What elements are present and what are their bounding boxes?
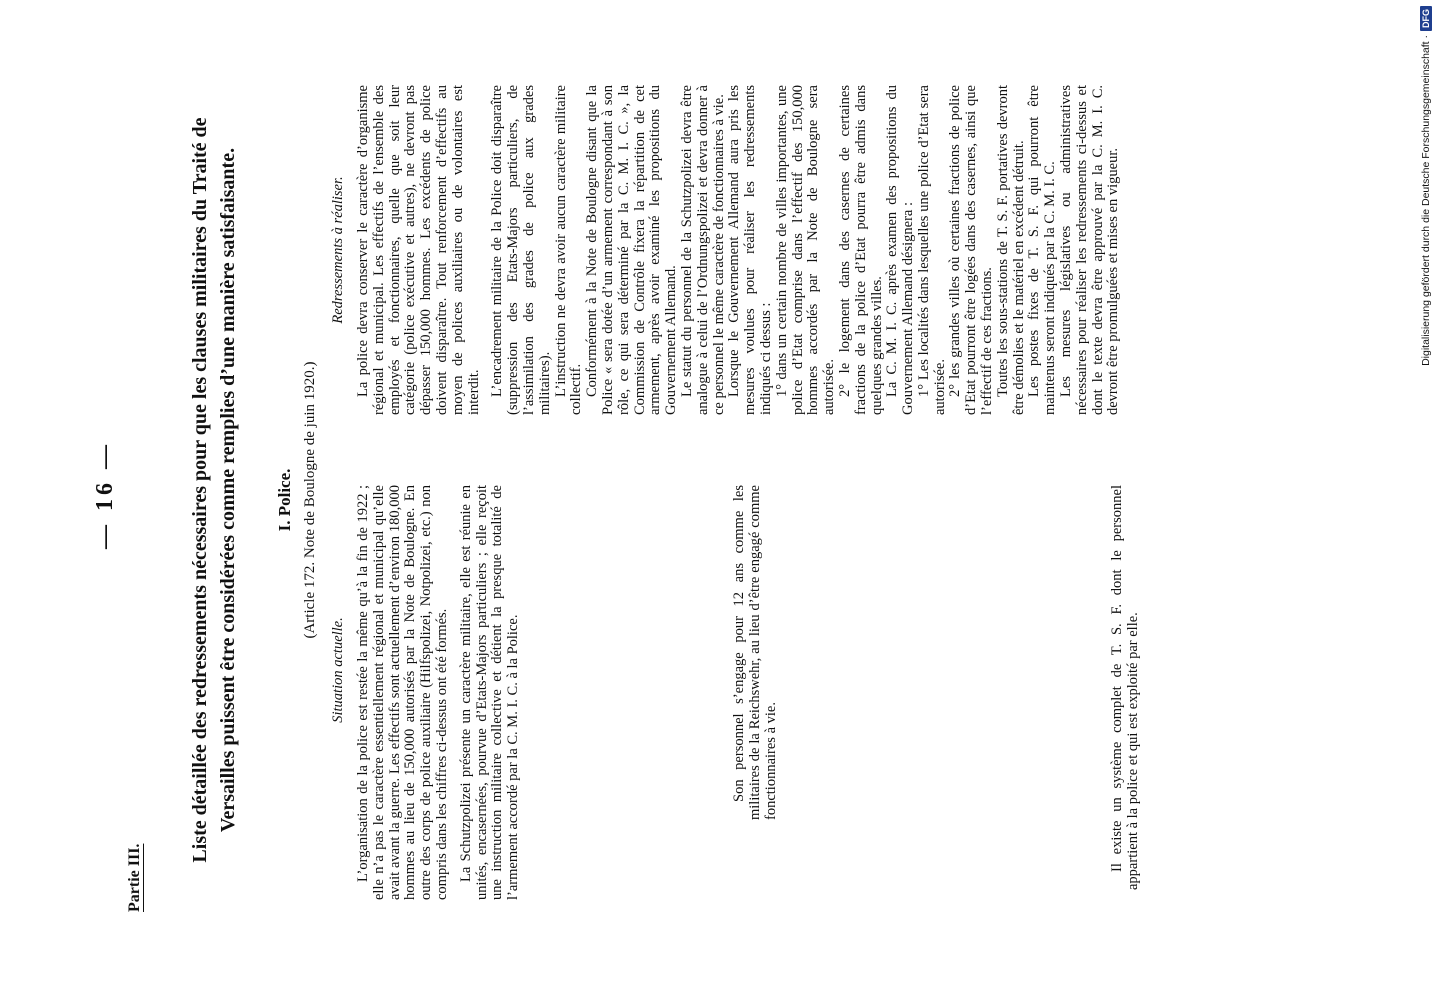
right-paragraph: Les mesures législatives ou administratives nécessaires pour réaliser les redressements ci-dessus et dont le texte devra être approuvé par la C. M. I. C. devront être promulguées et mises en vigueur. <box>1058 85 1122 415</box>
left-paragraph: La Schutzpolizei présente un caractère militaire, elle est réunie en unités, encasernées, pourvue d’Etats-Majors particuliers ; elle reçoit une instruction militaire collective et détient la presque totalité de l’armement accordé par la C. M. I. C. à la Police. <box>457 485 522 900</box>
dfg-credit-text: Digitalisierung gefördert durch die Deutsche Forschungsgemeinschaft · <box>1420 35 1432 366</box>
right-paragraph: Conformément à la Note de Boulogne disant que la Police « sera dotée d’un armement correspondant à son rôle, ce qui sera déterminé par la C. M. I. C. », la Commission de Contrôle fixera la répartition de cet armement, après avoir examiné les propositions du Gouvernement Allemand. <box>584 85 680 415</box>
left-column-situation <box>356 485 522 900</box>
part-heading: Partie III. <box>126 843 143 912</box>
right-paragraph: 2° le logement dans des casernes de certaines fractions de la police d’Etat pourra être admis dans quelques grandes villes. <box>836 85 885 415</box>
dfg-logo: DFG <box>1420 6 1432 31</box>
right-paragraph: Le statut du personnel de la Schutzpolizei devra être analogue à celui de l’Ordnungspolizei et devra donner à ce personnel le même caractère de fonctionnaires à vie. <box>678 85 727 415</box>
right-column-heading: Redressements à réaliser. <box>330 176 346 324</box>
page-number: — 16 — <box>92 441 118 549</box>
left-column-heading: Situation actuelle. <box>330 617 346 723</box>
right-paragraph: L’encadrement militaire de la Police doit disparaître (suppression des Etats-Majors particuliers, de l’assimilation des grades de police aux grades militaires). <box>489 85 553 415</box>
right-paragraph: 2° les grandes villes où certaines fractions de police d’Etat pourront être logées dans des casernes, ainsi que l’effectif de ces fractions. <box>947 85 996 415</box>
right-paragraph: Les postes fixes de T. S. F. qui pourront être maintenus seront indiqués par la C. M. I. C. <box>1026 85 1059 415</box>
section-heading: I. Police. <box>275 468 294 532</box>
right-paragraph: La C. M. I. C. après examen des propositions du Gouvernement Allemand désignera : <box>884 85 917 415</box>
dfg-credit-strip <box>1418 6 1434 406</box>
right-column-redressements <box>356 85 1122 415</box>
right-paragraph: L’instruction ne devra avoir aucun caractère militaire collectif. <box>552 85 585 415</box>
left-paragraph: Il existe un système complet de T. S. F. dont le personnel appartient à la police et qui est exploité par elle. <box>1109 485 1141 890</box>
left-paragraph: L’organisation de la police est restée la même qu’à la fin de 1922 ; elle n’a pas le caractère essentiellement régional et municipal qu’elle avait avant la guerre. Les effectifs sont actuellement d’environ 180,000 hommes au lieu de 150,000 autorisés par la Note de Boulogne. En outre des corps de police auxiliaire (Hilfspolizei, Notpolizei, etc.) non compris dans les chiffres ci-dessus ont été formés. <box>355 485 450 900</box>
right-paragraph: La police devra conserver le caractère d’organisme régional et municipal. Les effectifs de l’ensemble des employés et fonctionnaires, quelle que soit leur catégorie (police exécutive et autres), ne devront pas dépasser 150,000 hommes. Les excédents de police doivent disparaître. Tout renforcement d’effectifs au moyen de polices auxiliaires ou de volontaires est interdit. <box>355 85 482 415</box>
left-column-personnel <box>732 485 779 820</box>
article-reference: (Article 172. Note de Boulogne de juin 1920.) <box>302 361 318 639</box>
document-title: Liste détaillée des redressements nécessaires pour que les clauses militaires du Traité de Versailles puissent être considérées comme remplies d’une manière satisfaisante. <box>189 117 239 863</box>
right-paragraph: 1° Les localités dans lesquelles une police d’Etat sera autorisée. <box>915 85 948 415</box>
right-paragraph: Toutes les sous-stations de T. S. F. portatives devront être démolies et le matériel en excédent détruit. <box>994 85 1027 415</box>
right-paragraph: 1° dans un certain nombre de villes importantes, une police d’Etat comprise dans l’effectif des 150,000 hommes accordés par la Note de Boulogne sera autorisée. <box>773 85 838 415</box>
left-paragraph: Son personnel s’engage pour 12 ans comme les militaires de la Reichswehr, au lieu d’être engagé comme fonctionnaires à vie. <box>731 485 779 820</box>
right-paragraph: Lorsque le Gouvernement Allemand aura pris les mesures voulues pour réaliser les redressements indiqués ci dessus : <box>726 85 774 415</box>
left-column-tsf <box>1110 485 1142 890</box>
